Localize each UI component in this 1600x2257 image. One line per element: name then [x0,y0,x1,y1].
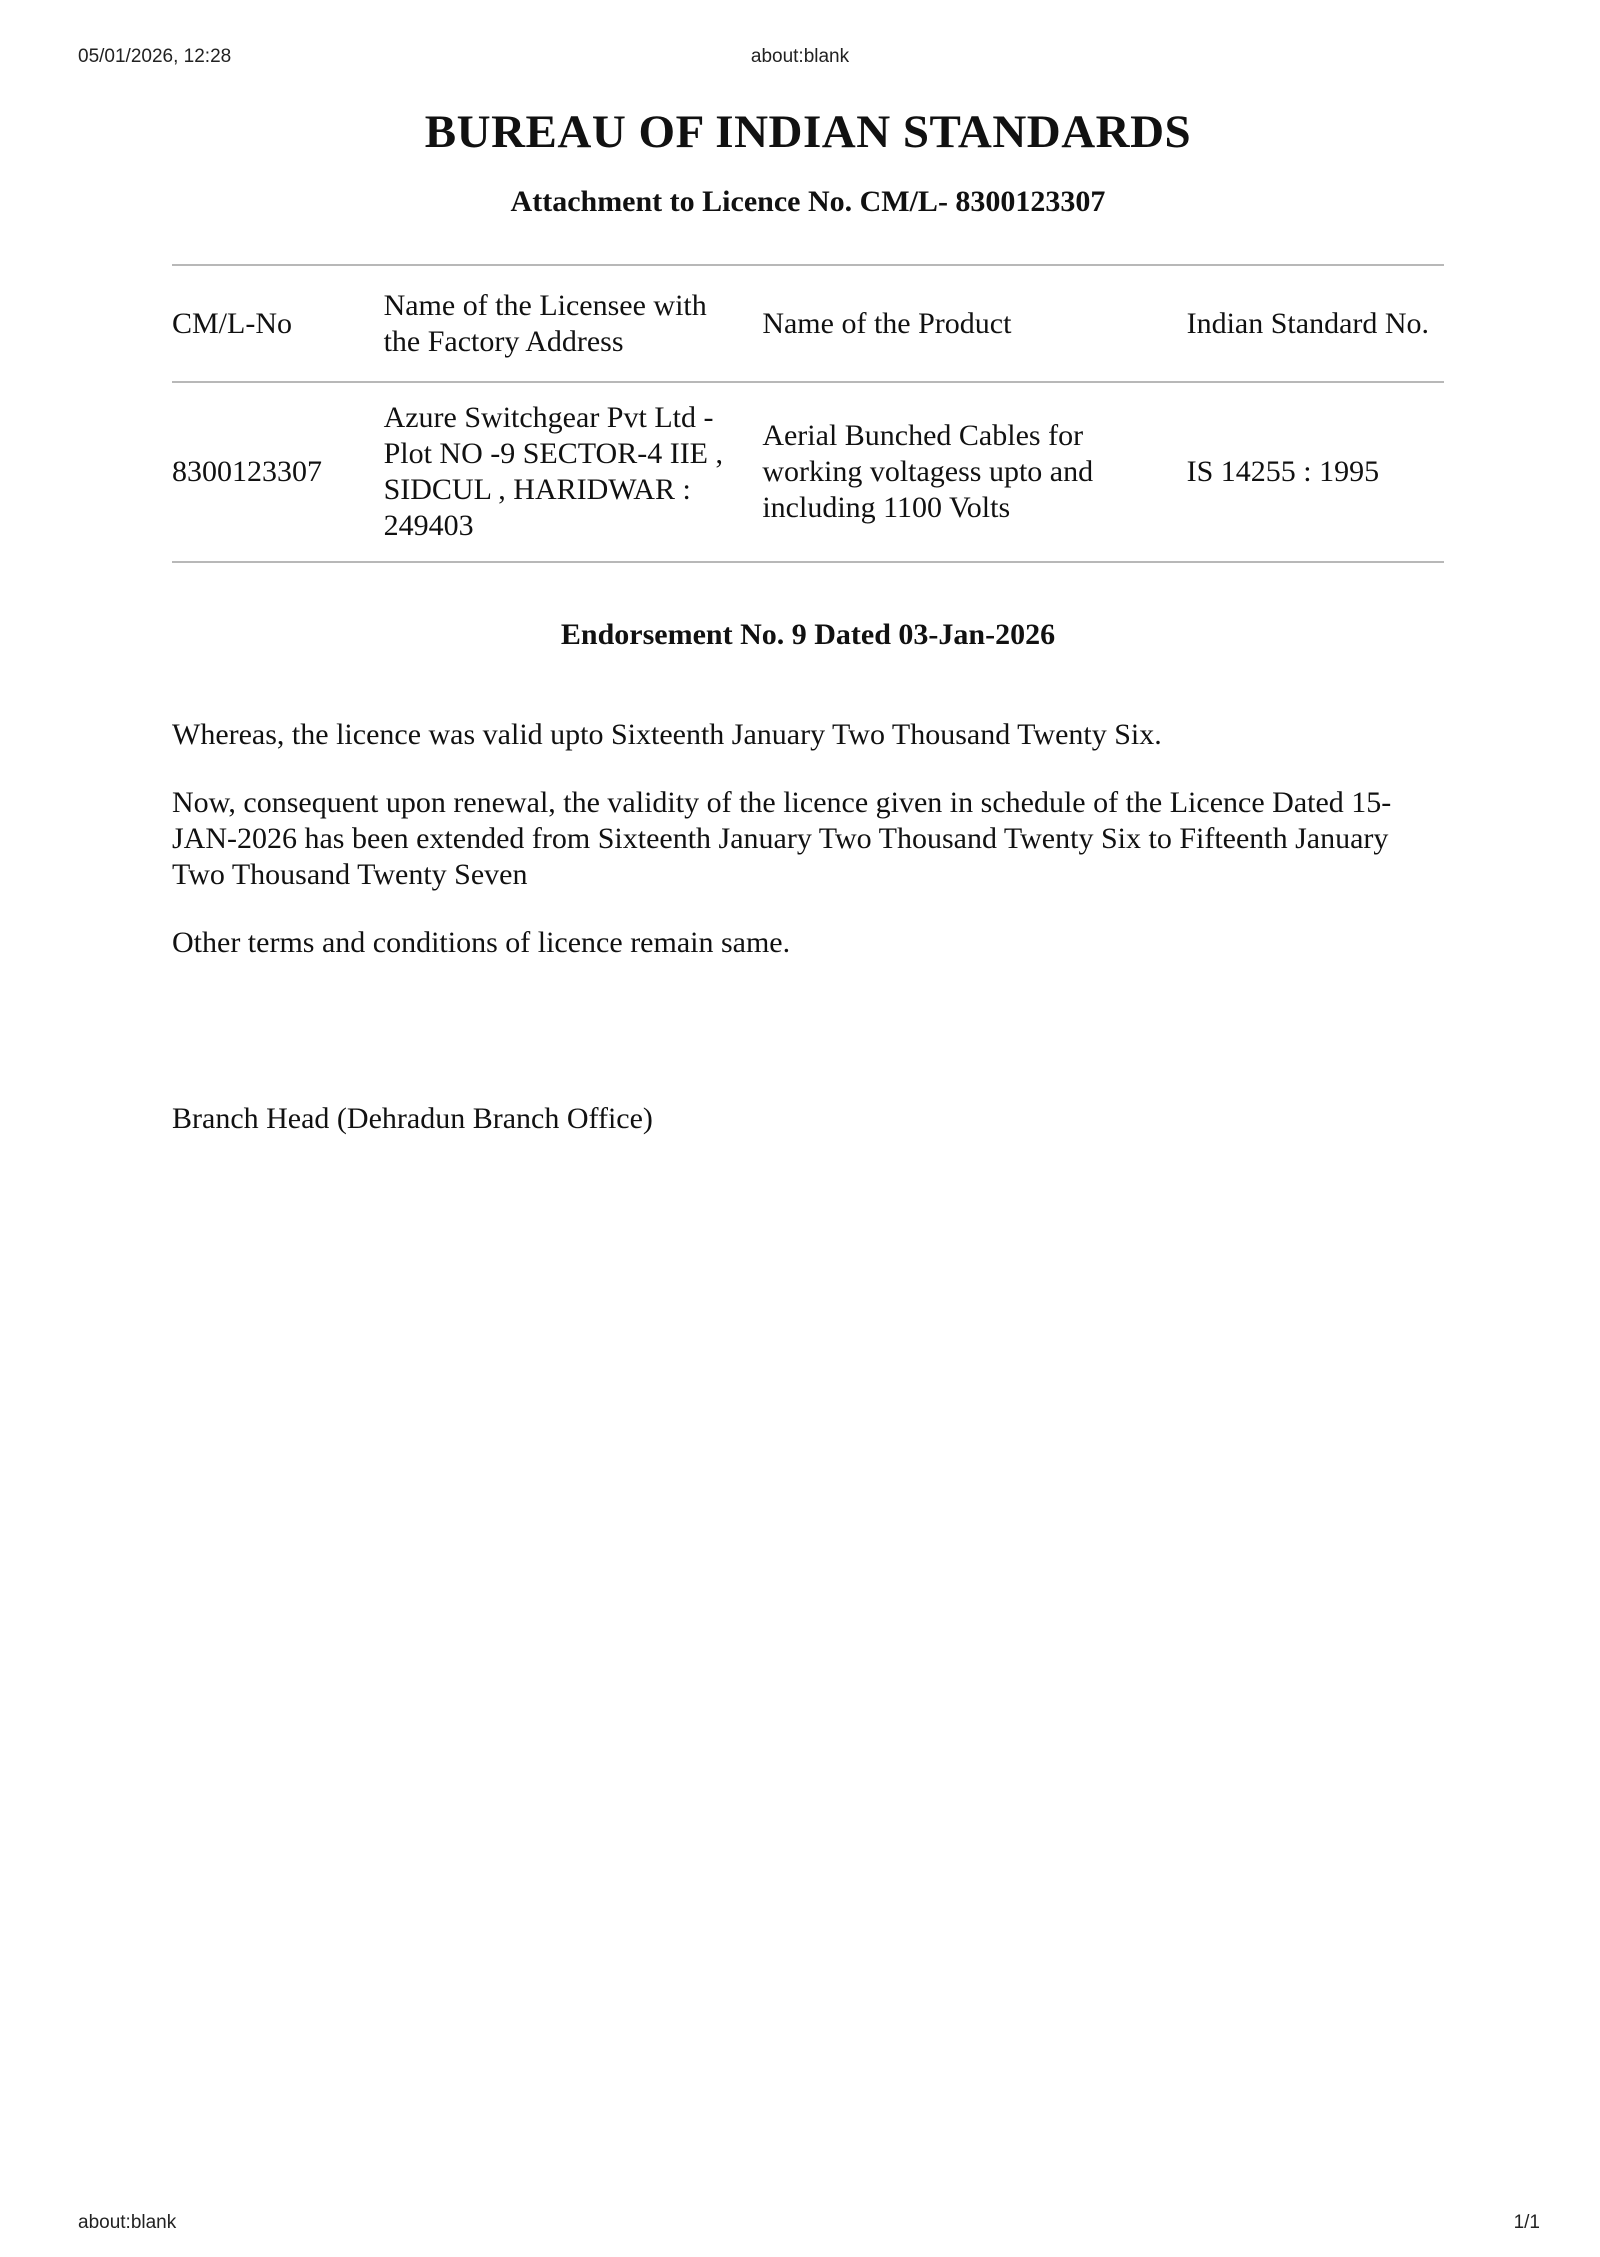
print-header [0,46,1600,72]
table-header-row [172,265,1444,382]
cell-standard-no: IS 14255 : 1995 [1186,455,1380,488]
footer-url: about:blank [78,2212,177,2233]
header-licensee: Name of the Licensee with the Factory Address [383,288,707,358]
cell-product: Aerial Bunched Cables for working voltagess upto and including 1100 Volts [762,419,1094,524]
print-datetime: 05/01/2026, 12:28 [78,46,232,67]
page-number: 1/1 [1513,2212,1540,2233]
endorsement-heading: Endorsement No. 9 Dated 03-Jan-2026 [560,618,1056,651]
header-standard-no: Indian Standard No. [1186,306,1430,340]
licence-table [172,264,1444,563]
paragraph-terms: Other terms and conditions of licence remain same. [172,926,791,959]
document-body [172,90,1444,1137]
header-product: Name of the Product [762,306,1012,340]
table-row [172,382,1444,562]
signatory: Branch Head (Dehradun Branch Office) [172,1102,653,1135]
paragraph-validity: Whereas, the licence was valid upto Sixteenth January Two Thousand Twenty Six. [172,718,1162,751]
paragraph-renewal: Now, consequent upon renewal, the validity of the licence given in schedule of the Licence Dated 15-JAN-2026 has been extended from Sixteenth January Two Thousand Twenty Six to Fifteenth January Two Thousand Twenty Seven [172,786,1392,891]
document-title: BUREAU OF INDIAN STANDARDS [424,106,1192,158]
cell-licensee: Azure Switchgear Pvt Ltd - Plot NO -9 SECTOR-4 IIE , SIDCUL , HARIDWAR : 249403 [383,401,724,542]
cell-cml-no: 8300123307 [172,455,322,488]
print-footer [0,2212,1600,2238]
header-cml-no: CM/L-No [172,306,292,340]
attachment-subtitle: Attachment to Licence No. CM/L- 8300123307 [510,185,1106,218]
print-url: about:blank [750,46,850,67]
